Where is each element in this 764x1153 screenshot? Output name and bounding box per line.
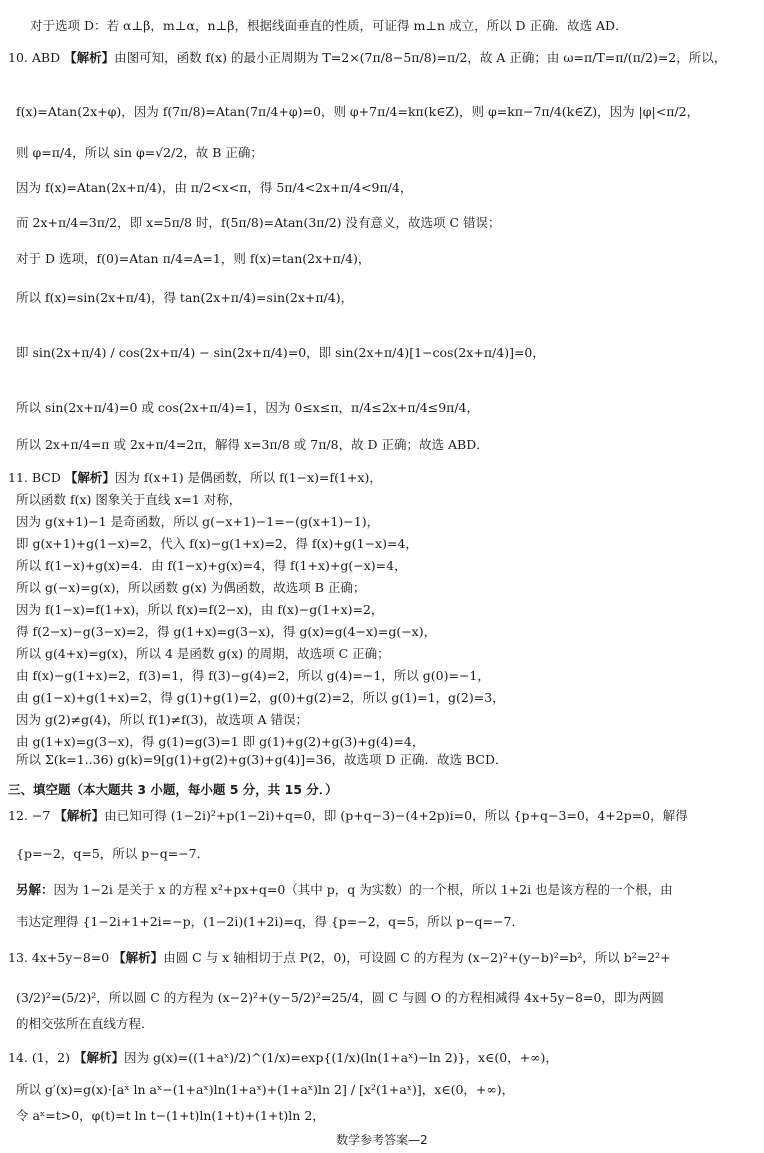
line-body: 所以 Σ(k=1..36) g(k)=9[g(1)+g(2)+g(3)+g(4)]=36，故选项 D 正确．故选 BCD． — [16, 752, 508, 767]
text-line — [8, 782, 338, 798]
analysis-tag: 【解析】 — [74, 1050, 125, 1065]
line-body: 得 f(2−x)−g(3−x)=2，得 g(1+x)=g(3−x)，得 g(x)=g(4−x)=g(−x)， — [16, 624, 437, 639]
line-body: 因为 1−2i 是关于 x 的方程 x²+px+q=0（其中 p，q 为实数）的一个根，所以 1+2i 也是该方程的一个根，由 — [53, 882, 673, 897]
text-line — [16, 734, 424, 750]
line-body: 由圆 C 与 x 轴相切于点 P(2，0)，可设圆 C 的方程为 (x−2)²+(y−b)²=b²，所以 b²=2²+ — [163, 950, 671, 965]
text-line — [8, 950, 671, 966]
line-body: 因为 f(x)=Atan(2x+π/4)，由 π/2<x<π，得 5π/4<2x+π/4<9π/4， — [16, 180, 413, 195]
text-line — [16, 846, 209, 862]
text-line — [16, 251, 370, 267]
text-line — [8, 808, 688, 824]
line-body: 所以 f(x)=sin(2x+π/4)，得 tan(2x+π/4)=sin(2x+π/4)， — [16, 290, 354, 305]
question-answer: 10. ABD — [8, 50, 65, 65]
line-body: 韦达定理得 {1−2i+1+2i=−p，(1−2i)(1+2i)=q，得 {p=−2，q=5，所以 p−q=−7． — [16, 914, 524, 929]
line-body: 对于 D 选项，f(0)=Atan π/4=A=1，则 f(x)=tan(2x+π/4)， — [16, 251, 371, 266]
line-body: 因为 g(x)=((1+aˣ)/2)^(1/x)=exp{(1/x)(ln(1+aˣ)−ln 2)}，x∈(0，+∞)， — [124, 1050, 558, 1065]
analysis-tag: 【解析】 — [113, 950, 164, 965]
text-line — [16, 602, 383, 618]
text-line — [16, 1016, 154, 1032]
text-line — [16, 624, 436, 640]
text-line — [16, 1108, 325, 1124]
line-body: {p=−2，q=5，所以 p−q=−7． — [16, 846, 210, 861]
line-body: 的相交弦所在直线方程． — [16, 1016, 154, 1031]
line-body: 因为 f(x+1) 是偶函数，所以 f(1−x)=f(1+x)， — [114, 470, 382, 485]
text-line — [16, 514, 379, 530]
line-body: 所以 g(4+x)=g(x)，所以 4 是函数 g(x) 的周期，故选项 C 正确； — [16, 646, 390, 661]
question-answer: 14. (1，2) — [8, 1050, 74, 1065]
text-line — [16, 914, 524, 930]
analysis-tag: 另解： — [16, 882, 54, 897]
text-line — [8, 1050, 558, 1066]
text-line — [16, 882, 673, 898]
text-line — [16, 180, 412, 196]
line-body: 由 g(1−x)+g(1+x)=2，得 g(1)+g(1)=2，g(0)+g(2)=2，所以 g(1)=1，g(2)=3， — [16, 690, 505, 705]
line-body: 令 aˣ=t>0，φ(t)=t ln t−(1+t)ln(1+t)+(1+t)ln 2， — [16, 1108, 325, 1123]
page-footer: 数学参考答案—2 — [336, 1133, 428, 1147]
text-line — [16, 290, 353, 306]
text-line — [16, 400, 479, 416]
text-line — [16, 145, 263, 161]
text-line — [16, 437, 489, 453]
text-line — [16, 215, 501, 231]
text-line — [16, 990, 664, 1006]
text-line — [16, 104, 699, 120]
analysis-tag: 【解析】 — [64, 50, 115, 65]
text-line — [16, 580, 365, 596]
text-line — [16, 492, 241, 508]
text-line — [16, 558, 407, 574]
line-body: 所以 g(−x)=g(x)，所以函数 g(x) 为偶函数，故选项 B 正确； — [16, 580, 366, 595]
line-body: 由图可知，函数 f(x) 的最小正周期为 T=2×(7π/8−5π/8)=π/2，故 A 正确；由 ω=π/T=π/(π/2)=2，所以， — [114, 50, 727, 65]
text-line — [16, 690, 505, 706]
analysis-tag: 【解析】 — [64, 470, 115, 485]
line-body: 所以 f(1−x)+g(x)=4．由 f(1−x)+g(x)=4，得 f(1+x)+g(−x)=4， — [16, 558, 407, 573]
line-body: 而 2x+π/4=3π/2，即 x=5π/8 时，f(5π/8)=Atan(3π/2) 没有意义，故选项 C 错误； — [16, 215, 501, 230]
line-body: 因为 g(2)≠g(4)，所以 f(1)≠f(3)，故选项 A 错误； — [16, 712, 308, 727]
line-body: 由已知可得 (1−2i)²+p(1−2i)+q=0，即 (p+q−3)−(4+2p)i=0，所以 {p+q−3=0，4+2p=0，解得 — [104, 808, 688, 823]
line-body: (3/2)²=(5/2)²，所以圆 C 的方程为 (x−2)²+(y−5/2)²=25/4，圆 C 与圆 O 的方程相减得 4x+5y−8=0，即为两圆 — [16, 990, 664, 1005]
text-line — [16, 712, 308, 728]
text-line — [30, 18, 628, 34]
line-body: 则 φ=π/4，所以 sin φ=√2/2，故 B 正确； — [16, 145, 263, 160]
line-body: 所以 2x+π/4=π 或 2x+π/4=2π，解得 x=3π/8 或 7π/8，故 D 正确；故选 ABD． — [16, 437, 489, 452]
line-body: 所以 sin(2x+π/4)=0 或 cos(2x+π/4)=1，因为 0≤x≤π，π/4≤2x+π/4≤9π/4， — [16, 400, 480, 415]
text-line — [16, 345, 545, 361]
text-line — [16, 668, 490, 684]
line-body: 因为 f(1−x)=f(1+x)，所以 f(x)=f(2−x)，由 f(x)−g(1+x)=2， — [16, 602, 384, 617]
text-line — [8, 470, 382, 486]
analysis-tag: 【解析】 — [54, 808, 105, 823]
line-body: 对于选项 D：若 α⊥β，m⊥α，n⊥β，根据线面垂直的性质，可证得 m⊥n 成立，所以 D 正确．故选 AD． — [30, 18, 628, 33]
text-line — [16, 1082, 514, 1098]
line-body: 所以函数 f(x) 图象关于直线 x=1 对称， — [16, 492, 242, 507]
line-body: 由 g(1+x)=g(3−x)，得 g(1)=g(3)=1 即 g(1)+g(2)+g(3)+g(4)=4， — [16, 734, 425, 749]
section-heading: 三、填空题（本大题共 3 小题，每小题 5 分，共 15 分．） — [8, 782, 338, 797]
line-body: 因为 g(x+1)−1 是奇函数，所以 g(−x+1)−1=−(g(x+1)−1)， — [16, 514, 380, 529]
question-answer: 12. −7 — [8, 808, 55, 823]
question-answer: 11. BCD — [8, 470, 65, 485]
text-line — [16, 536, 418, 552]
line-body: f(x)=Atan(2x+φ)，因为 f(7π/8)=Atan(7π/4+φ)=0，则 φ+7π/4=kπ(k∈Z)，则 φ=kπ−7π/4(k∈Z)，因为 |φ|<π/2， — [16, 104, 700, 119]
line-body: 即 sin(2x+π/4) / cos(2x+π/4) − sin(2x+π/4)=0，即 sin(2x+π/4)[1−cos(2x+π/4)]=0， — [16, 345, 545, 360]
text-line — [16, 646, 390, 662]
line-body: 即 g(x+1)+g(1−x)=2，代入 f(x)−g(1+x)=2，得 f(x)+g(1−x)=4， — [16, 536, 418, 551]
line-body: 由 f(x)−g(1+x)=2，f(3)=1，得 f(3)−g(4)=2，所以 g(4)=−1，所以 g(0)=−1， — [16, 668, 490, 683]
text-line — [8, 50, 726, 66]
line-body: 所以 g′(x)=g(x)·[aˣ ln aˣ−(1+aˣ)ln(1+aˣ)+(1+aˣ)ln 2] / [x²(1+aˣ)]，x∈(0，+∞)， — [16, 1082, 515, 1097]
question-answer: 13. 4x+5y−8=0 — [8, 950, 114, 965]
text-line — [16, 752, 507, 768]
